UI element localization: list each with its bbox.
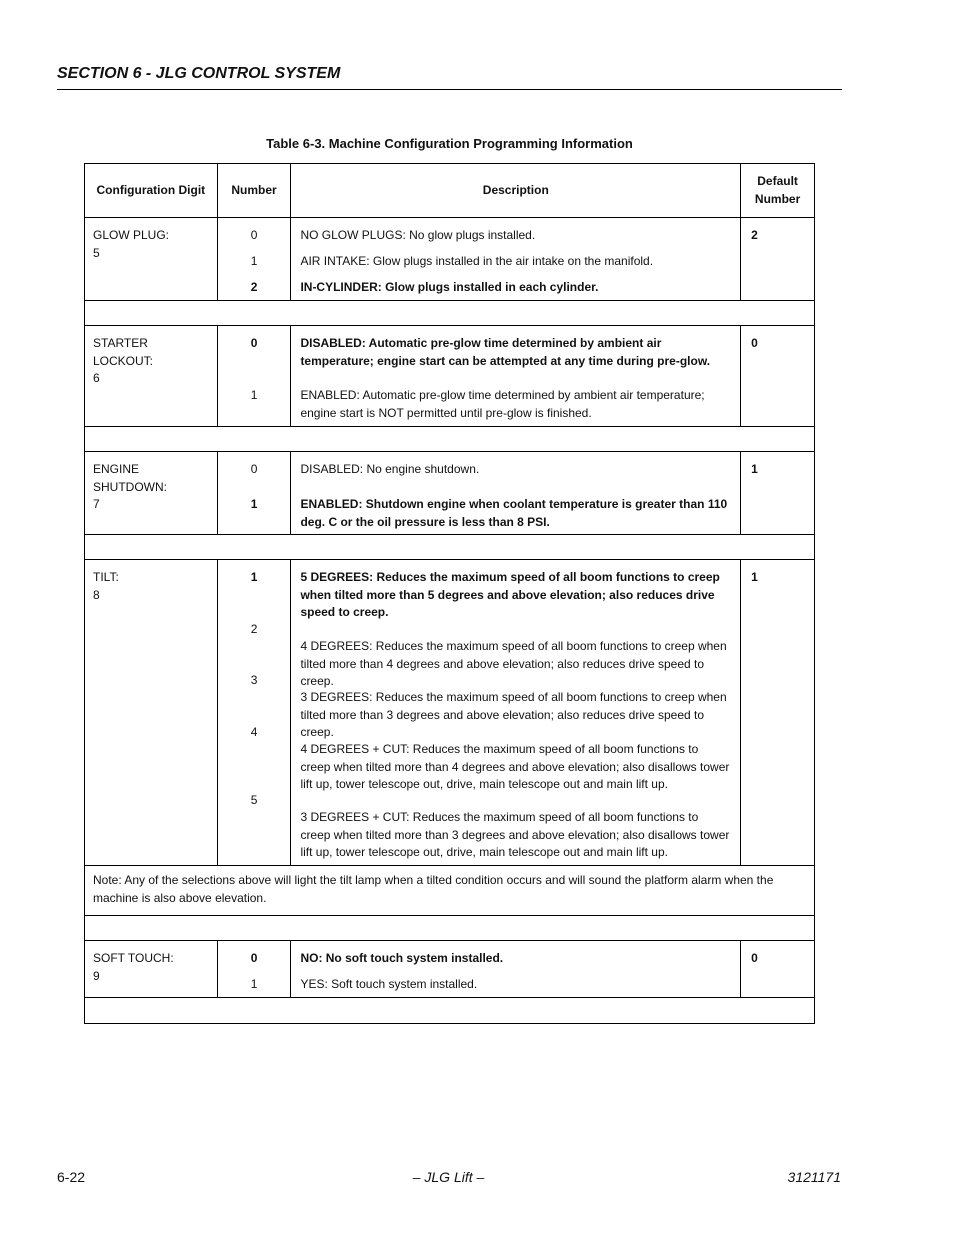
option-number: 1 xyxy=(250,977,258,991)
default-number-cell: 1 xyxy=(751,462,758,476)
option-description: AIR INTAKE: Glow plugs installed in the air intake on the manifold. xyxy=(300,254,654,268)
config-digit-number: 8 xyxy=(93,587,100,602)
table-row-tilt-note xyxy=(85,866,814,916)
config-digit-number: 7 xyxy=(93,497,100,511)
option-number: 1 xyxy=(250,497,258,511)
option-number: 1 xyxy=(250,570,258,584)
table-row-starter-lockout xyxy=(85,326,814,427)
option-description: ENABLED: Shutdown engine when coolant temperature is greater than 110 deg. C or the oil pressure is less than 8 PSI. xyxy=(300,497,728,529)
config-digit-cell xyxy=(85,941,218,997)
document-number: 3121171 xyxy=(787,1169,841,1185)
page-number: 6-22 xyxy=(57,1169,86,1185)
table-row-tilt xyxy=(85,560,814,866)
number-cell xyxy=(218,452,292,534)
table-row-glow-plug xyxy=(85,218,814,301)
option-number: 0 xyxy=(250,951,258,965)
config-digit-label: GLOW PLUG: xyxy=(93,228,170,242)
number-cell xyxy=(218,218,292,300)
option-description: 4 DEGREES: Reduces the maximum speed of all boom functions to creep when tilted more than 4 degrees and above elevation; also reduces drive speed to creep. xyxy=(300,639,727,688)
config-digit-number: 9 xyxy=(93,968,100,983)
config-digit-label: STARTER LOCKOUT: xyxy=(93,336,154,368)
spacer-row xyxy=(85,301,814,326)
default-number-cell: 1 xyxy=(751,570,758,584)
option-description: 3 DEGREES: Reduces the maximum speed of all boom functions to creep when tilted more than 3 degrees and above elevation; also reduces drive speed to creep. xyxy=(300,690,727,739)
option-number: 2 xyxy=(250,280,258,294)
option-number: 0 xyxy=(250,228,258,242)
column-header-number: Number xyxy=(218,164,292,217)
table-row-soft-touch xyxy=(85,941,814,998)
config-digit-cell xyxy=(85,326,218,426)
footer-publisher: – JLG Lift – xyxy=(412,1169,485,1185)
tilt-note: Note: Any of the selections above will light the tilt lamp when a tilted condition occurs and will sound the platform alarm when the machine is also above elevation. xyxy=(93,873,774,905)
config-digit-cell xyxy=(85,452,218,534)
option-number: 0 xyxy=(250,336,258,350)
description-cell xyxy=(291,941,741,997)
number-cell xyxy=(218,326,292,426)
option-number: 1 xyxy=(250,388,258,402)
config-digit-number: 6 xyxy=(93,371,100,385)
option-description: 3 DEGREES + CUT: Reduces the maximum speed of all boom functions to creep when tilted more than 3 degrees and above elevation; also disallows tower lift up, tower telescope out, drive, main telescope out and main lift up. xyxy=(300,810,730,859)
section-title: SECTION 6 - JLG CONTROL SYSTEM xyxy=(57,65,341,82)
spacer-row xyxy=(85,427,814,452)
config-digit-number: 5 xyxy=(93,245,100,260)
config-digit-label: ENGINE SHUTDOWN: xyxy=(93,462,167,494)
default-number-cell: 2 xyxy=(751,228,758,242)
option-number: 2 xyxy=(250,622,258,636)
column-header-description: Description xyxy=(291,164,741,217)
description-cell xyxy=(291,560,741,865)
default-number-cell: 0 xyxy=(751,336,758,350)
option-number: 5 xyxy=(250,793,258,807)
option-description: 4 DEGREES + CUT: Reduces the maximum speed of all boom functions to creep when tilted more than 4 degrees and above elevation; also disallows tower lift up, tower telescope out, drive, main telescope out and main lift up. xyxy=(300,742,730,791)
section-divider xyxy=(57,89,842,90)
option-number: 4 xyxy=(250,725,258,739)
config-digit-cell xyxy=(85,218,218,300)
option-description: NO: No soft touch system installed. xyxy=(300,951,504,965)
table-row-engine-shutdown xyxy=(85,452,814,535)
number-cell xyxy=(218,941,292,997)
option-description: YES: Soft touch system installed. xyxy=(300,977,478,991)
spacer-row xyxy=(85,998,814,1023)
table-caption: Table 6-3. Machine Configuration Programming Information xyxy=(266,136,633,151)
description-cell xyxy=(291,326,741,426)
option-number: 1 xyxy=(250,254,258,268)
spacer-row xyxy=(85,916,814,941)
table-header-row xyxy=(85,164,814,218)
configuration-table xyxy=(84,163,815,1024)
option-number: 0 xyxy=(250,462,258,476)
option-description: 5 DEGREES: Reduces the maximum speed of all boom functions to creep when tilted more than 5 degrees and above elevation; also reduces drive speed to creep. xyxy=(300,570,720,619)
description-cell xyxy=(291,452,741,534)
number-cell xyxy=(218,560,292,865)
option-description: ENABLED: Automatic pre-glow time determined by ambient air temperature; engine start is NOT permitted until pre-glow is finished. xyxy=(300,388,705,420)
config-digit-label: SOFT TOUCH: xyxy=(93,951,174,965)
default-number-cell: 0 xyxy=(751,951,758,965)
spacer-row xyxy=(85,535,814,560)
option-description: DISABLED: Automatic pre-glow time determined by ambient air temperature; engine start can be attempted at any time during pre-glow. xyxy=(300,336,711,368)
config-digit-cell xyxy=(85,560,218,865)
column-header-configuration-digit: Configuration Digit xyxy=(85,164,218,217)
description-cell xyxy=(291,218,741,300)
config-digit-label: TILT: xyxy=(93,570,119,584)
option-description: DISABLED: No engine shutdown. xyxy=(300,462,480,476)
option-description: IN-CYLINDER: Glow plugs installed in each cylinder. xyxy=(300,280,599,294)
option-number: 3 xyxy=(250,673,258,687)
column-header-default-number: Default Number xyxy=(754,174,801,206)
option-description: NO GLOW PLUGS: No glow plugs installed. xyxy=(300,228,536,242)
